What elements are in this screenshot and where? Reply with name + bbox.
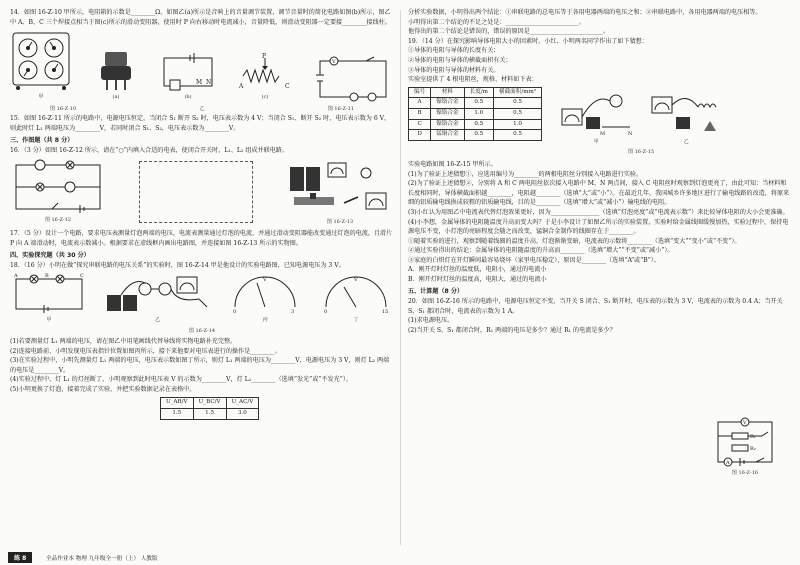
wire-d-area: 0.5 — [493, 130, 541, 141]
question-17: 17．（5 分）设计一个电路，要求电压表测量灯泡两端的电压，电流表测量通过灯泡的电流，并通过滑动变阻器能改变通过灯泡的电流，且滑片 P 向 A 端滑动时，电流表示数减小。根据要求在虚线框内画出电路图，并连接如图 16-Z-13 所示的实物图。 — [10, 230, 393, 247]
wire-d-material: 锰铜合金 — [431, 130, 464, 141]
resistance-box-figure — [10, 30, 72, 103]
resistance-test-circuit-icon — [556, 87, 636, 137]
caption-16-z-14: 图 16-Z-14 — [188, 328, 216, 335]
svg-text:P: P — [262, 53, 267, 61]
knob-photo-figure — [93, 48, 139, 103]
svg-text:V: V — [743, 420, 747, 426]
voltmeter-reading-icon — [318, 273, 394, 315]
wire-a-material: 镍铬合金 — [431, 98, 464, 109]
section-3-heading: 三、作图题（共 8 分） — [10, 136, 74, 144]
svg-text:0: 0 — [233, 308, 237, 315]
svg-text:C: C — [80, 272, 84, 279]
wire-c-area: 1.0 — [493, 119, 541, 130]
caption-16-z-15: 图 16-Z-15 — [628, 149, 655, 156]
figure-14-jia — [10, 273, 88, 326]
figure-label-yi: 乙 — [199, 105, 205, 112]
question-19-sub-3: (3)小红认为用图乙中电流表代替灯泡效果更好，因为________________（选填“灯泡亮度”或“电流表示数”）来比较导体电阻的大小会更准确。 — [408, 208, 789, 216]
voltage-table — [160, 397, 259, 419]
page-number-badge: 练 8 — [8, 552, 32, 563]
question-19-sub-4-3: ③家庭的白炽灯在开灯瞬间最容易烧坏（家里电压稳定），原因是________（选填“A”或“B”）。 — [408, 256, 660, 264]
right-column — [408, 8, 792, 476]
hypothesis-3: ③导体的电阻与导体的材料有关。 — [408, 66, 500, 74]
caption-16-z-10: 图 16-Z-10 — [50, 105, 77, 112]
svg-text:A: A — [239, 83, 244, 91]
svg-text:3: 3 — [291, 308, 295, 315]
rheostat-figure — [237, 52, 293, 103]
svg-text:R₂: R₂ — [750, 446, 756, 452]
calc-circuit-icon — [712, 416, 778, 468]
figures-16-z-12-13 — [10, 159, 394, 228]
svg-text:N: N — [206, 79, 212, 87]
question-18-conclusion: 分析实验数据，小明得出两个结论：①串联电路的总电压等于各用电器两端的电压之和；②串联电路中，各用电器两端的电压相等。 — [408, 9, 762, 16]
question-15: 15．如图 16-Z-11 所示的电路中，电源电压恒定，当闭合 S₁ 断开 S₂ 时，电压表示数为 4 V；当闭合 S₁、断开 S₂ 时，电压表示数为 6 V，则此时灯 L₁ 两端电压为________V，若同时闭合 S₁、S₂，电压表示数为________V。 — [10, 115, 391, 132]
wire-b-material: 镍铬合金 — [431, 108, 464, 119]
figure-label-15-jia: 甲 — [593, 138, 599, 145]
header-u-ac: U_AC/V — [226, 398, 259, 409]
question-18-shortcoming: 小明得出第二个结论的不足之处是：________________________。 — [408, 18, 585, 26]
voltage-table-row — [161, 409, 259, 420]
question-19-sub-4: (4)小李想，金属导体的电阻随温度升高而变大吗？于是小李设计了如图乙所示的实验装置，实验时给金属线圈缓慢加热，实验过程中，保持电源电压不变，小灯泡的亮暗程度会随之而改变，锰铜合金制作的线圈存在于________。 — [408, 218, 789, 236]
question-18-sub-2: (2)连接电路前，小明发现电压表指针位置如图丙所示，接下来他要对电压表进行的操作是________。 — [10, 347, 281, 355]
wire-c-material: 镍铬合金 — [431, 119, 464, 130]
svg-text:M: M — [600, 130, 606, 137]
figure-16-z-10 — [10, 30, 394, 103]
option-b: B．刚开灯时灯丝的温度高，电阻大，通过的电流小 — [408, 276, 547, 284]
svg-text:A: A — [726, 460, 730, 466]
svg-text:0: 0 — [323, 308, 328, 315]
caption-16-z-13: 图 16-Z-13 — [326, 218, 354, 225]
question-19-sub-4-2: ②通过实验得出的结论：金属导体的电阻随温度的升高而________（选填“增大”“不变”或“减小”）。 — [408, 247, 674, 255]
wire-table-header — [409, 87, 542, 98]
svg-text:V: V — [353, 276, 358, 283]
header-length: 长度/m — [464, 87, 493, 98]
wire-row-a — [409, 98, 542, 109]
figure-16-z-14 — [10, 273, 394, 326]
wire-row-c — [409, 119, 542, 130]
section-5-heading: 五、计算题（8 分） — [408, 287, 464, 295]
book-info: 全品作业本 物理 九年级全一册（上） 人教版 — [46, 556, 158, 562]
wire-b-length: 1.0 — [464, 108, 493, 119]
voltmeter-zero-icon — [227, 273, 303, 315]
wire-row-b — [409, 108, 542, 119]
hypothesis-1: ①导体的电阻与导体的长度有关； — [408, 47, 500, 55]
parallel-circuit-icon — [10, 159, 106, 215]
svg-text:B: B — [45, 272, 49, 279]
question-20: 20．如图 16-Z-16 所示的电路中，电源电压恒定不变，当开关 S 闭合、S₁ 断开时，电压表的示数为 3 V，电流表的示数为 0.4 A；当开关 S、S₁ 都闭合时，电流表的示数为 1 A。 — [408, 298, 783, 315]
header-u-ab: U_AB/V — [161, 398, 194, 409]
figure-14-yi — [103, 273, 213, 326]
question-19-sub-1: (1)为了验证上述猜想①，应选用编号为________的两根电阻丝分别接入电路进行实验。 — [408, 170, 643, 178]
wire-table-and-figure — [408, 87, 792, 158]
figure-label-c: (c) — [261, 94, 269, 101]
hypothesis-2: ②导体的电阻与导体的横截面积有关； — [408, 56, 512, 64]
physical-components-icon — [286, 159, 394, 217]
section-4-heading: 四、实验探究题（共 30 分） — [10, 251, 90, 259]
page-footer — [0, 551, 800, 565]
question-19-circuit: 实验电路如图 16-Z-15 甲所示。 — [408, 160, 497, 168]
value-u-ac: 3.0 — [226, 409, 259, 420]
figure-15-jia — [556, 87, 636, 148]
svg-text:15: 15 — [381, 308, 389, 315]
question-18-sub-3: (3)在实验过程中，小明先测量灯 L₁ 两端的电压，电压表示数如图丁所示，则灯 L₁ 两端的电压为________V，电源电压为 3 V，则灯 L₂ 两端的电压是________V。 — [10, 357, 390, 374]
wire-table — [408, 87, 542, 141]
figure-16-z-11 — [314, 55, 394, 103]
svg-text:A: A — [14, 272, 18, 279]
figure-14-ding — [318, 273, 394, 326]
question-19-sub-4-1: ①随着实验的进行，观察到随着线圈的温度升高，灯泡渐渐变暗，电流表的示数将________（选填“变大”“变小”或“不变”）。 — [408, 237, 741, 245]
svg-text:C: C — [285, 83, 290, 91]
voltage-table-header — [161, 398, 259, 409]
caption-16-z-16: 图 16-Z-16 — [731, 470, 759, 476]
figure-16-z-13 — [286, 159, 394, 228]
caption-16-z-11: 图 16-Z-11 — [327, 105, 354, 112]
wire-a-area: 0.5 — [493, 98, 541, 109]
figure-label-15-yi: 乙 — [683, 138, 689, 145]
svg-text:R₁: R₁ — [750, 434, 756, 440]
figure-label-a: (a) — [112, 94, 120, 101]
question-14: 14．如图 16-Z-10 甲所示，电阻箱的示数是________Ω。如图乙(a)所示是音响上的音量调节装置，调节音量时的简化电路如图(b)所示，图乙中 A、B、C 三个焊接点相当于图(c)所示的滑动变阻器，使用时 P 向右移动时电流减小，音量降低，则滑动变阻器一定要接________接线柱。 — [10, 9, 391, 26]
wire-b-area: 0.5 — [493, 108, 541, 119]
wire-d-length: 0.5 — [464, 130, 493, 141]
question-20-sub-2: (2)当开关 S、S₁ 都闭合时，R₁ 两端的电压是多少？通过 R₁ 的电流是多少？ — [408, 327, 616, 335]
header-material: 材料 — [431, 87, 464, 98]
svg-text:V: V — [263, 276, 267, 283]
svg-text:N: N — [628, 130, 633, 137]
figure-15-yi — [646, 87, 726, 148]
value-u-bc: 1.5 — [193, 409, 226, 420]
wire-d-id: D — [409, 130, 431, 141]
question-18-error: 他得出的第二个结论是错误的，错误的原因是________________________。 — [408, 28, 610, 36]
series-circuit-icon — [314, 55, 394, 103]
wire-a-length: 0.5 — [464, 98, 493, 109]
caption-16-z-12: 图 16-Z-12 — [44, 216, 72, 223]
question-18-sub-1: (1)若要测量灯 L₁ 两端的电压，请在图乙中用笔画线代替导线将实物电路补充完整。 — [10, 337, 237, 345]
question-18-sub-5: (5)小明更换了灯泡，接着完成了实验，并把实验数据记录在表格中。 — [10, 385, 196, 393]
heated-coil-circuit-icon — [646, 87, 726, 137]
option-a: A．刚开灯时灯丝的温度低，电阻小，通过的电流小 — [408, 266, 547, 274]
wire-b-id: B — [409, 108, 431, 119]
figure-label-14-jia: 甲 — [46, 316, 52, 323]
figure-label-jia: 甲 — [38, 94, 44, 101]
question-19-sub-2: (2)为了验证上述猜想②，分别将 A 和 C 两电阻丝依次接入电路中 M、N 两点间，接入 C 电阻丝时观察到灯泡更亮了，由此可知：当材料和长度相同时，导体横截面积越________，电阻越________（选填“大”或“小”）。在最近几年，我国城乡许多地区进行了输电线路的改造，将原来细的铝质输电线换成较粗的铝质输电线，目的是________（选填“增大”或“减小”）输电线的电阻。 — [408, 180, 790, 207]
figure-label-14-ding: 丁 — [353, 316, 359, 323]
volume-knob-icon — [93, 48, 139, 92]
wire-c-id: C — [409, 119, 431, 130]
svg-text:V: V — [332, 58, 336, 65]
wire-c-length: 0.5 — [464, 119, 493, 130]
speaker-circuit-icon — [160, 52, 216, 92]
figure-label-b: (b) — [184, 94, 192, 101]
series-lamp-circuit-icon — [10, 273, 88, 315]
question-18-sub-4: (4)实验过程中，灯 L₁ 的灯丝断了，小明观察到此时电压表 V 的示数为________V，灯 L₂________（选填“发光”或“不发光”）。 — [10, 376, 353, 384]
header-id: 编号 — [409, 87, 431, 98]
question-19: 19．（14 分）在探究影响导体电阻大小的因素时，小红、小明两名同学作出了如下猜想： — [408, 37, 648, 45]
question-16: 16．（3 分）如图 16-Z-12 所示，请在“○”内填入合适的电表，使闭合开关时，L₁、L₂ 组成并联电路。 — [10, 147, 288, 155]
column-divider — [400, 10, 401, 545]
wire-table-intro: 实验室提供了 4 根电阻丝，规格、材料如下表： — [408, 76, 538, 84]
figure-label-14-yi: 乙 — [155, 316, 161, 323]
svg-text:M: M — [196, 79, 203, 87]
speaker-circuit-figure — [160, 52, 216, 103]
header-area: 横截面积/mm² — [493, 87, 541, 98]
circuit-drawing-box[interactable] — [139, 161, 253, 223]
wire-row-d — [409, 130, 542, 141]
value-u-ab: 1.5 — [161, 409, 194, 420]
left-column — [10, 8, 394, 420]
figure-16-z-16 — [712, 416, 778, 479]
wire-a-id: A — [409, 98, 431, 109]
figure-label-14-bing: 丙 — [262, 316, 268, 323]
figure-14-bing — [227, 273, 303, 326]
rheostat-icon — [237, 52, 293, 92]
question-20-sub-1: (1)求电源电压。 — [408, 317, 454, 325]
resistance-box-icon — [10, 30, 72, 92]
question-18: 18．（16 分）小明在做“探究串联电路的电压关系”的实验时，图 16-Z-14 甲是他设计的实验电路图，已知电源电压为 3 V。 — [10, 262, 345, 270]
header-u-bc: U_BC/V — [193, 398, 226, 409]
physical-series-circuit-icon — [103, 273, 213, 315]
figure-16-z-12 — [10, 159, 106, 226]
figure-16-z-15 — [556, 87, 726, 158]
